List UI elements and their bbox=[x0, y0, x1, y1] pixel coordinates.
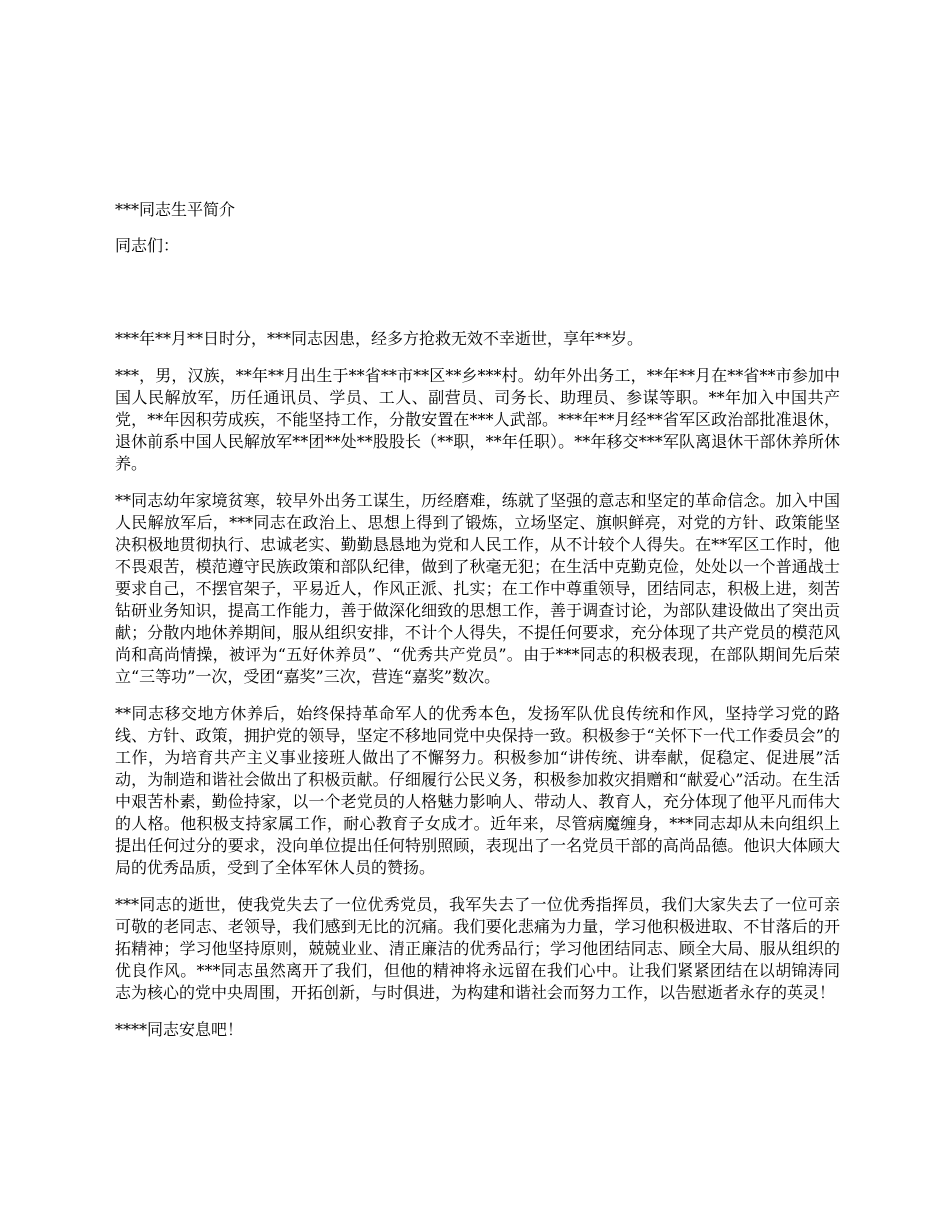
paragraph-retirement: **同志移交地方休养后，始终保持革命军人的优秀本色，发扬军队优良传统和作风，坚持学习党的路线、方针、政策，拥护党的领导，坚定不移地同党中央保持一致。积极参于“关怀下一代工作委员会”的工作，为培育共产主义事业接班人做出了不懈努力。积极参加“讲传统、讲奉献，促稳定、促进展”活动，为制造和谐社会做出了积极贡献。仔细履行公民义务，积极参加救灾捐赠和“献爱心”活动。在生活中艰苦朴素，勤俭持家，以一个老党员的人格魅力影响人、带动人、教育人，充分体现了他平凡而伟大的人格。他积极支持家属工作，耐心教育子女成才。近年来，尽管病魔缠身，***同志却从未向组织上提出任何过分的要求，没向单位提出任何特别照顾，表现出了一名党员干部的高尚品德。他识大体顾大局的优秀品质，受到了全体军休人员的赞扬。 bbox=[115, 704, 840, 877]
closing-line: ****同志安息吧！ bbox=[115, 1020, 244, 1039]
paragraph-opening: ***年**月**日时分，***同志因患，经多方抢救无效不幸逝世，享年**岁。 bbox=[115, 329, 644, 348]
document-page bbox=[115, 198, 840, 1041]
paragraph-military-service: **同志幼年家境贫寒，较早外出务工谋生，历经磨难，练就了坚强的意志和坚定的革命信念。加入中国人民解放军后，***同志在政治上、思想上得到了锻炼，立场坚定、旗帜鲜亮，对党的方针、政策能坚决积极地贯彻执行、忠诚老实、勤勤恳恳地为党和人民工作，从不计较个人得失。在**军区工作时，他不畏艰苦，模范遵守民族政策和部队纪律，做到了秋毫无犯；在生活中克勤克俭，处处以一个普通战士要求自己，不摆官架子，平易近人，作风正派、扎实；在工作中尊重领导，团结同志，积极上进，刻苦钻研业务知识，提高工作能力，善于做深化细致的思想工作，善于调查讨论，为部队建设做出了突出贡献；分散内地休养期间，服从组织安排，不计个人得失，不提任何要求，充分体现了共产党员的模范风尚和高尚情操，被评为“五好休养员”、“优秀共产党员”。由于***同志的积极表现，在部队期间先后荣立“三等功”一次，受团“嘉奖”三次，营连“嘉奖”数次。 bbox=[115, 491, 840, 686]
paragraph-tribute: ***同志的逝世，使我党失去了一位优秀党员，我军失去了一位优秀指挥员，我们大家失去了一位可亲可敬的老同志、老领导，我们感到无比的沉痛。我们要化悲痛为力量，学习他积极进取、不甘落后的开拓精神；学习他坚持原则，兢兢业业、清正廉洁的优秀品行；学习他团结同志、顾全大局、服从组织的优良作风。***同志虽然离开了我们，但他的精神将永远留在我们心中。让我们紧紧团结在以胡锦涛同志为核心的党中央周围，开拓创新，与时俱进，为构建和谐社会而努力工作，以告慰逝者永存的英灵！ bbox=[115, 895, 840, 1002]
salutation: 同志们： bbox=[115, 236, 180, 255]
document-title: ***同志生平简介 bbox=[115, 200, 236, 219]
paragraph-biography: ***，男，汉族，**年**月出生于**省**市**区**乡***村。幼年外出务工，**年**月在**省**市参加中国人民解放军，历任通讯员、学员、工人、副营员、司务长、助理员、参谋等职。**年加入中国共产党，**年因积劳成疾，不能坚持工作，分散安置在***人武部。***年**月经**省军区政治部批准退休，退休前系中国人民解放军**团**处**股股长（**职，**年任职）。**年移交***军队离退休干部休养所休养。 bbox=[115, 366, 840, 473]
